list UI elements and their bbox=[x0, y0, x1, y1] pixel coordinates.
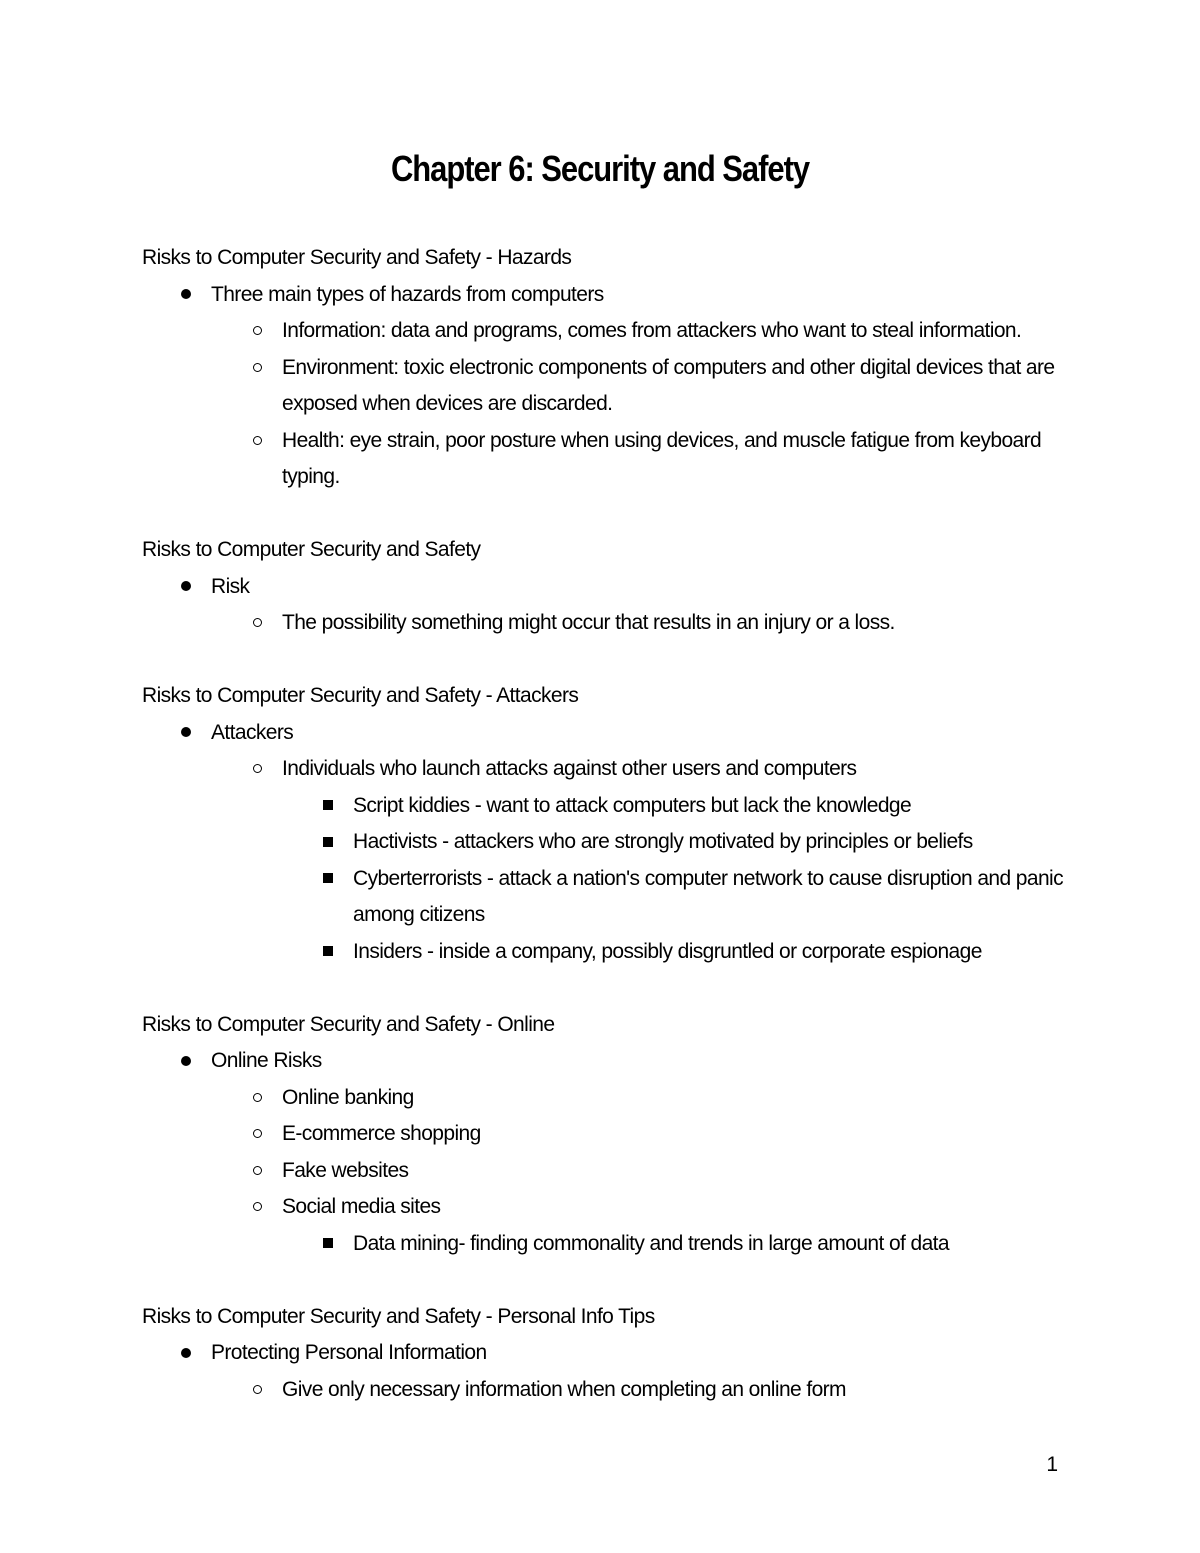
list-item-text: Environment: toxic electronic components of computers and other digital devices that are exposed when devices are discarded. bbox=[282, 355, 1055, 415]
list-item-text: E-commerce shopping bbox=[282, 1122, 481, 1145]
list-item bbox=[142, 569, 1072, 606]
list-item-text: Health: eye strain, poor posture when using devices, and muscle fatigue from keyboard typing. bbox=[282, 428, 1042, 488]
filled-circle-bullet-icon bbox=[176, 569, 196, 606]
list-item bbox=[142, 277, 1072, 314]
hollow-circle-bullet-icon bbox=[247, 1189, 267, 1226]
document-body bbox=[142, 240, 1072, 1445]
section-heading: Risks to Computer Security and Safety bbox=[142, 538, 481, 561]
section-personal-info bbox=[142, 1299, 1072, 1409]
list-item bbox=[142, 1116, 1072, 1153]
section-heading: Risks to Computer Security and Safety - Attackers bbox=[142, 684, 579, 707]
hollow-circle-bullet-icon bbox=[247, 1153, 267, 1190]
list-item-text: Online banking bbox=[282, 1085, 414, 1109]
filled-circle-bullet-icon bbox=[176, 715, 196, 752]
list-item-text: Cyberterrorists - attack a nation's computer network to cause disruption and panic among citizens bbox=[353, 866, 1064, 926]
filled-square-bullet-icon bbox=[318, 788, 338, 825]
section-heading: Risks to Computer Security and Safety - Personal Info Tips bbox=[142, 1304, 655, 1328]
list-item-text: Risk bbox=[211, 574, 250, 598]
list-item bbox=[142, 1080, 1072, 1117]
list-item bbox=[142, 313, 1072, 350]
list-item bbox=[142, 1226, 1072, 1263]
hollow-circle-bullet-icon bbox=[247, 423, 267, 460]
list-item-text: The possibility something might occur that results in an injury or a loss. bbox=[282, 611, 895, 634]
list-item-text: Hactivists - attackers who are strongly motivated by principles or beliefs bbox=[353, 830, 973, 853]
filled-circle-bullet-icon bbox=[176, 277, 196, 314]
list-item-text: Attackers bbox=[211, 720, 294, 744]
list-item bbox=[142, 605, 1072, 642]
list-item bbox=[142, 423, 1072, 496]
list-item bbox=[142, 934, 1072, 971]
list-item-text: Fake websites bbox=[282, 1158, 409, 1182]
list-item-text: Individuals who launch attacks against other users and computers bbox=[282, 757, 857, 780]
list-item bbox=[142, 1043, 1072, 1080]
filled-circle-bullet-icon bbox=[176, 1043, 196, 1080]
filled-circle-bullet-icon bbox=[176, 1335, 196, 1372]
list-item-text: Insiders - inside a company, possibly disgruntled or corporate espionage bbox=[353, 939, 982, 963]
list-item bbox=[142, 751, 1072, 788]
list-item-text: Script kiddies - want to attack computers but lack the knowledge bbox=[353, 793, 912, 817]
section-attackers bbox=[142, 678, 1072, 970]
page-title: Chapter 6: Security and Safety bbox=[390, 148, 810, 189]
list-item bbox=[142, 1153, 1072, 1190]
hollow-circle-bullet-icon bbox=[247, 1116, 267, 1153]
list-item bbox=[142, 824, 1072, 861]
hollow-circle-bullet-icon bbox=[247, 751, 267, 788]
list-item-text: Information: data and programs, comes from attackers who want to steal information. bbox=[282, 319, 1022, 342]
list-item bbox=[142, 1335, 1072, 1372]
list-item-text: Social media sites bbox=[282, 1195, 441, 1218]
list-item-text: Three main types of hazards from computers bbox=[211, 282, 604, 306]
section-hazards bbox=[142, 240, 1072, 496]
hollow-circle-bullet-icon bbox=[247, 350, 267, 387]
section-heading: Risks to Computer Security and Safety - Hazards bbox=[142, 246, 572, 269]
hollow-circle-bullet-icon bbox=[247, 313, 267, 350]
hollow-circle-bullet-icon bbox=[247, 1080, 267, 1117]
section-heading: Risks to Computer Security and Safety - Online bbox=[142, 1012, 555, 1036]
filled-square-bullet-icon bbox=[318, 934, 338, 971]
page-number: 1 bbox=[1046, 1453, 1058, 1476]
list-item bbox=[142, 1189, 1072, 1226]
filled-square-bullet-icon bbox=[318, 861, 338, 898]
list-item bbox=[142, 715, 1072, 752]
filled-square-bullet-icon bbox=[318, 824, 338, 861]
list-item-text: Give only necessary information when completing an online form bbox=[282, 1377, 846, 1401]
hollow-circle-bullet-icon bbox=[247, 605, 267, 642]
list-item-text: Protecting Personal Information bbox=[211, 1341, 487, 1364]
list-item bbox=[142, 788, 1072, 825]
list-item-text: Data mining- finding commonality and trends in large amount of data bbox=[353, 1231, 949, 1255]
section-online bbox=[142, 1007, 1072, 1263]
list-item bbox=[142, 1372, 1072, 1409]
hollow-circle-bullet-icon bbox=[247, 1372, 267, 1409]
section-risk bbox=[142, 532, 1072, 642]
list-item-text: Online Risks bbox=[211, 1049, 322, 1072]
list-item bbox=[142, 350, 1072, 423]
list-item bbox=[142, 861, 1072, 934]
filled-square-bullet-icon bbox=[318, 1226, 338, 1263]
